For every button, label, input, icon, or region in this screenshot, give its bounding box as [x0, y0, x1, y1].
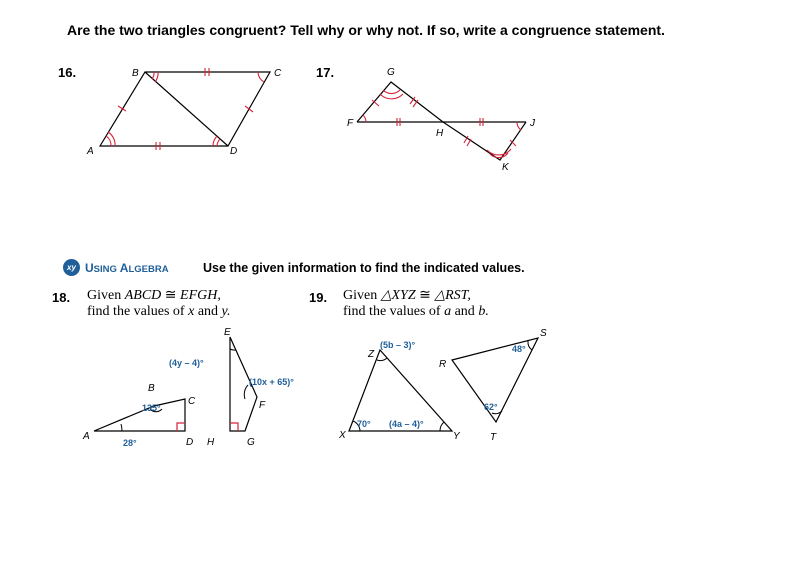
problem-19-find: find the values of a and b. — [343, 304, 489, 319]
label-r: R — [439, 359, 447, 370]
using-algebra-title: USING ALGEBRA — [85, 261, 169, 275]
label-h: H — [207, 437, 215, 448]
label-s: S — [540, 328, 547, 339]
problem-19-figure — [335, 325, 555, 455]
angle-f-value: (10x + 65)° — [249, 377, 294, 387]
label-t: T — [490, 432, 497, 443]
label-d: D — [186, 437, 194, 448]
angle-x-value: 70° — [357, 419, 371, 429]
label-c: C — [274, 68, 282, 79]
angle-a-value: 28° — [123, 438, 137, 448]
page-heading: Are the two triangles congruent? Tell why or why not. If so, write a congruence statement. — [67, 22, 665, 38]
label-d: D — [230, 146, 238, 157]
label-y: Y — [453, 431, 460, 442]
problem-17-number: 17. — [316, 65, 335, 80]
problem-18-number: 18. — [52, 290, 71, 305]
label-j: J — [530, 118, 535, 129]
angle-e-value: (4y – 4)° — [169, 358, 204, 368]
algebra-xy-icon: xy — [63, 259, 80, 276]
problem-17-figure — [340, 62, 550, 172]
problem-16-number: 16. — [58, 65, 77, 80]
problem-18-figure — [80, 325, 320, 455]
label-b: B — [132, 68, 139, 79]
label-f: F — [347, 118, 354, 129]
problem-18-given: Given ABCD ≅ EFGH, — [87, 288, 221, 303]
problem-19-number: 19. — [309, 290, 328, 305]
angle-b-value: 135° — [142, 403, 161, 413]
angle-y-value: (4a – 4)° — [389, 419, 424, 429]
problem-19-given: Given △XYZ ≅ △RST, — [343, 288, 471, 303]
using-algebra-instruction: Use the given information to find the indicated values. — [203, 261, 525, 275]
label-f: F — [259, 400, 266, 411]
label-x: X — [339, 430, 346, 441]
label-c: C — [188, 396, 196, 407]
problem-18-find: find the values of x and y. — [87, 304, 231, 319]
label-g: G — [247, 437, 255, 448]
problem-16-figure — [80, 62, 300, 162]
label-h: H — [436, 128, 444, 139]
label-e: E — [224, 327, 231, 338]
angle-s-value: 48° — [512, 344, 526, 354]
label-a: A — [83, 431, 90, 442]
angle-z-value: (5b – 3)° — [380, 340, 416, 350]
angle-t-value: 62° — [484, 402, 498, 412]
label-b: B — [148, 383, 155, 394]
label-k: K — [502, 162, 509, 172]
label-a: A — [87, 146, 94, 157]
label-z: Z — [368, 349, 375, 360]
label-g: G — [387, 67, 395, 78]
